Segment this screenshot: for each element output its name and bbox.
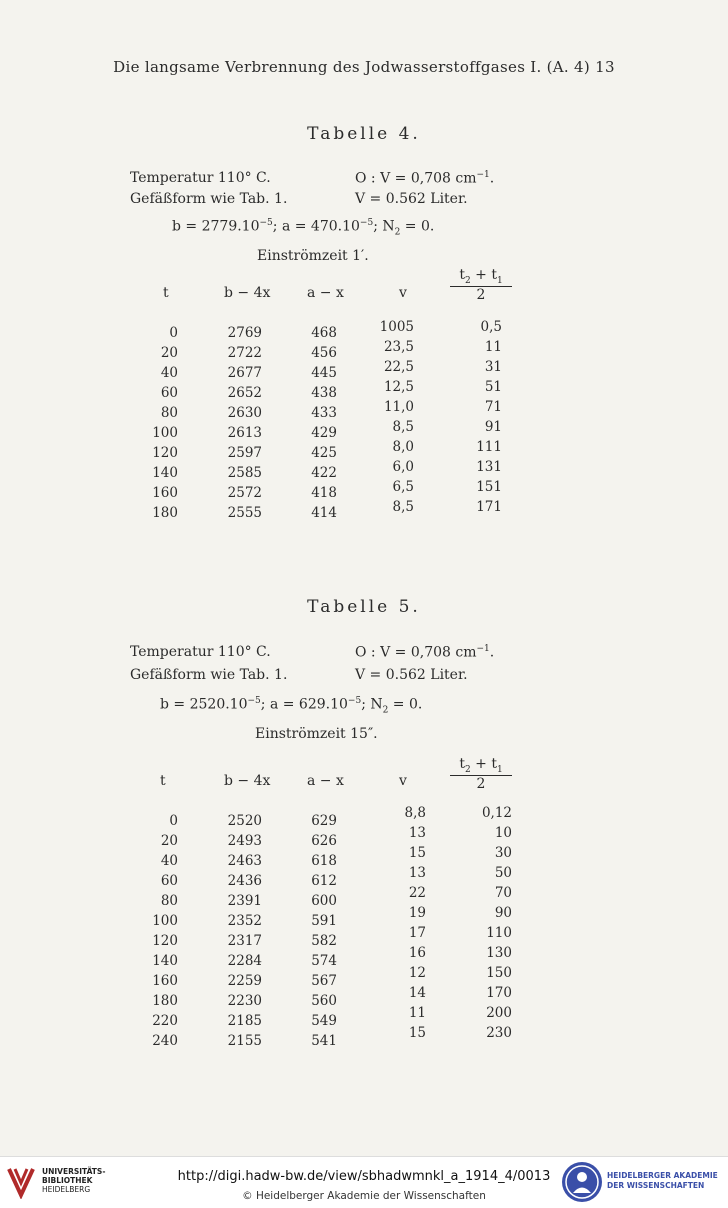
- table4-header-ax: a − x: [307, 285, 344, 301]
- table-cell: 1005: [379, 319, 414, 335]
- table-cell: 618: [311, 853, 337, 869]
- table-cell: 171: [476, 499, 502, 515]
- university-library-name: UNIVERSITÄTS- BIBLIOTHEK HEIDELBERG: [42, 1167, 106, 1194]
- table5-temperature: Temperatur 110° C.: [130, 644, 271, 660]
- footer-bar: [0, 1156, 728, 1208]
- table-cell: 140: [152, 465, 178, 481]
- table5-col-t: [140, 811, 178, 1051]
- table-cell: 15: [408, 845, 426, 861]
- table-cell: 31: [484, 359, 502, 375]
- table-cell: 2769: [227, 325, 262, 341]
- table-cell: 11,0: [383, 399, 414, 415]
- table-cell: 12: [408, 965, 426, 981]
- table-cell: 91: [484, 419, 502, 435]
- table-cell: 14: [408, 985, 426, 1001]
- table5-title: Tabelle 5.: [307, 597, 421, 617]
- table-cell: 111: [476, 439, 502, 455]
- table-cell: 567: [311, 973, 337, 989]
- table-cell: 160: [152, 485, 178, 501]
- table5-col-v: [384, 803, 426, 1043]
- table5-header-b4x: b − 4x: [224, 773, 271, 789]
- table-cell: 60: [160, 385, 178, 401]
- table4-vessel-form: Gefäßform wie Tab. 1.: [130, 191, 288, 207]
- table-cell: 445: [311, 365, 337, 381]
- table5-initial-values: $b = 2520.10^{-5}$; $a = 629.10^{-5}$; $N_2 = 0$.: [160, 696, 423, 716]
- table-cell: 2677: [227, 365, 262, 381]
- table5-header-fraction: $t_2 + t_1$ 2: [450, 756, 512, 792]
- table-cell: 2230: [227, 993, 262, 1009]
- table-cell: 541: [311, 1033, 337, 1049]
- table-cell: 425: [311, 445, 337, 461]
- table-cell: 17: [408, 925, 426, 941]
- table-cell: 30: [494, 845, 512, 861]
- table-cell: 131: [476, 459, 502, 475]
- table5-ov-ratio: O : V = 0,708 $cm^{-1}$.: [355, 644, 495, 661]
- table-cell: 22: [408, 885, 426, 901]
- table4-ov-ratio: O : V = 0,708 $cm^{-1}$.: [355, 170, 495, 187]
- table-cell: 2436: [227, 873, 262, 889]
- table4-header-b4x: b − 4x: [224, 285, 271, 301]
- table-cell: 612: [311, 873, 337, 889]
- table-cell: 170: [486, 985, 512, 1001]
- academy-seal-icon: [562, 1162, 602, 1202]
- table-cell: 2155: [227, 1033, 262, 1049]
- table-cell: 220: [152, 1013, 178, 1029]
- table4-initial-values: $b = 2779.10^{-5}$; $a = 470.10^{-5}$; $N_2 = 0$.: [172, 218, 435, 238]
- table-cell: 150: [486, 965, 512, 981]
- table-cell: 19: [408, 905, 426, 921]
- table-cell: 2630: [227, 405, 262, 421]
- table-cell: 0: [169, 813, 178, 829]
- table-cell: 2391: [227, 893, 262, 909]
- table-cell: 2185: [227, 1013, 262, 1029]
- table4-header-t: t: [163, 285, 169, 301]
- table-cell: 2585: [227, 465, 262, 481]
- table-cell: 8,5: [392, 419, 414, 435]
- table-cell: 22,5: [383, 359, 414, 375]
- table-cell: 418: [311, 485, 337, 501]
- table-cell: 151: [476, 479, 502, 495]
- table5-vessel-form: Gefäßform wie Tab. 1.: [130, 667, 288, 683]
- table-cell: 180: [152, 993, 178, 1009]
- table-cell: 0,12: [481, 805, 512, 821]
- table-cell: 8,0: [392, 439, 414, 455]
- table-cell: 230: [486, 1025, 512, 1041]
- table-cell: 433: [311, 405, 337, 421]
- table-cell: 2463: [227, 853, 262, 869]
- table-cell: 80: [160, 405, 178, 421]
- table-cell: 2613: [227, 425, 262, 441]
- table-cell: 6,0: [392, 459, 414, 475]
- table-cell: 240: [152, 1033, 178, 1049]
- table-cell: 6,5: [392, 479, 414, 495]
- table5-inflow-time: Einströmzeit 15″.: [255, 726, 378, 742]
- table-cell: 600: [311, 893, 337, 909]
- table-cell: 429: [311, 425, 337, 441]
- table-cell: 10: [494, 825, 512, 841]
- table4-col-mid: [456, 317, 502, 517]
- table-cell: 20: [160, 833, 178, 849]
- table5-header-v: v: [399, 773, 407, 789]
- running-header: Die langsame Verbrennung des Jodwasserstoffgases I. (A. 4) 13: [113, 58, 615, 76]
- table-cell: 2284: [227, 953, 262, 969]
- table-cell: 70: [494, 885, 512, 901]
- table-cell: 51: [484, 379, 502, 395]
- table-cell: 582: [311, 933, 337, 949]
- table5-volume: V = 0.562 Liter.: [355, 667, 468, 683]
- table-cell: 71: [484, 399, 502, 415]
- table4-header-v: v: [399, 285, 407, 301]
- table-cell: 13: [408, 825, 426, 841]
- table-cell: 414: [311, 505, 337, 521]
- table-cell: 2652: [227, 385, 262, 401]
- table-cell: 120: [152, 933, 178, 949]
- table4-inflow-time: Einströmzeit 1′.: [257, 248, 369, 264]
- table4-header-fraction: $t_2 + t_1$ 2: [450, 267, 512, 303]
- table-cell: 2259: [227, 973, 262, 989]
- table-cell: 40: [160, 853, 178, 869]
- table-cell: 626: [311, 833, 337, 849]
- table5-header-t: t: [160, 773, 166, 789]
- table-cell: 16: [408, 945, 426, 961]
- table-cell: 2493: [227, 833, 262, 849]
- table5-col-b4x: [220, 811, 262, 1051]
- table5-col-ax: [305, 811, 337, 1051]
- table-cell: 80: [160, 893, 178, 909]
- table-cell: 629: [311, 813, 337, 829]
- table-cell: 110: [486, 925, 512, 941]
- table-cell: 130: [486, 945, 512, 961]
- table-cell: 23,5: [383, 339, 414, 355]
- source-url-link[interactable]: http://digi.hadw-bw.de/view/sbhadwmnkl_a_1914_4/0013: [177, 1169, 551, 1184]
- table-cell: 100: [152, 425, 178, 441]
- table-cell: 180: [152, 505, 178, 521]
- table5-header-ax: a − x: [307, 773, 344, 789]
- table-cell: 100: [152, 913, 178, 929]
- table-cell: 8,8: [404, 805, 426, 821]
- table-cell: 11: [484, 339, 502, 355]
- table-cell: 20: [160, 345, 178, 361]
- table4-col-b4x: [220, 323, 262, 523]
- table-cell: 549: [311, 1013, 337, 1029]
- table4-volume: V = 0.562 Liter.: [355, 191, 468, 207]
- academy-name: HEIDELBERGER AKADEMIE DER WISSENSCHAFTEN: [607, 1171, 718, 1190]
- table-cell: 11: [408, 1005, 426, 1021]
- table4-temperature: Temperatur 110° C.: [130, 170, 271, 186]
- table-cell: 2722: [227, 345, 262, 361]
- table4-col-v: [374, 317, 414, 517]
- table-cell: 40: [160, 365, 178, 381]
- table-cell: 2317: [227, 933, 262, 949]
- table-cell: 468: [311, 325, 337, 341]
- table4-col-ax: [305, 323, 337, 523]
- table5-col-mid: [458, 803, 512, 1043]
- table-cell: 2352: [227, 913, 262, 929]
- table-cell: 574: [311, 953, 337, 969]
- table-cell: 2520: [227, 813, 262, 829]
- table-cell: 90: [494, 905, 512, 921]
- table-cell: 8,5: [392, 499, 414, 515]
- table-cell: 0: [169, 325, 178, 341]
- table-cell: 160: [152, 973, 178, 989]
- table-cell: 2572: [227, 485, 262, 501]
- table-cell: 15: [408, 1025, 426, 1041]
- table-cell: 140: [152, 953, 178, 969]
- table-cell: 2597: [227, 445, 262, 461]
- table-cell: 560: [311, 993, 337, 1009]
- table-cell: 591: [311, 913, 337, 929]
- table-cell: 2555: [227, 505, 262, 521]
- table-cell: 50: [494, 865, 512, 881]
- table-cell: 438: [311, 385, 337, 401]
- table-cell: 13: [408, 865, 426, 881]
- table-cell: 0,5: [480, 319, 502, 335]
- table-cell: 422: [311, 465, 337, 481]
- table-cell: 200: [486, 1005, 512, 1021]
- table4-title: Tabelle 4.: [307, 124, 421, 144]
- table-cell: 60: [160, 873, 178, 889]
- table4-col-t: [140, 323, 178, 523]
- table-cell: 120: [152, 445, 178, 461]
- copyright-notice: © Heidelberger Akademie der Wissenschaften: [242, 1190, 486, 1202]
- table-cell: 12,5: [383, 379, 414, 395]
- table-cell: 456: [311, 345, 337, 361]
